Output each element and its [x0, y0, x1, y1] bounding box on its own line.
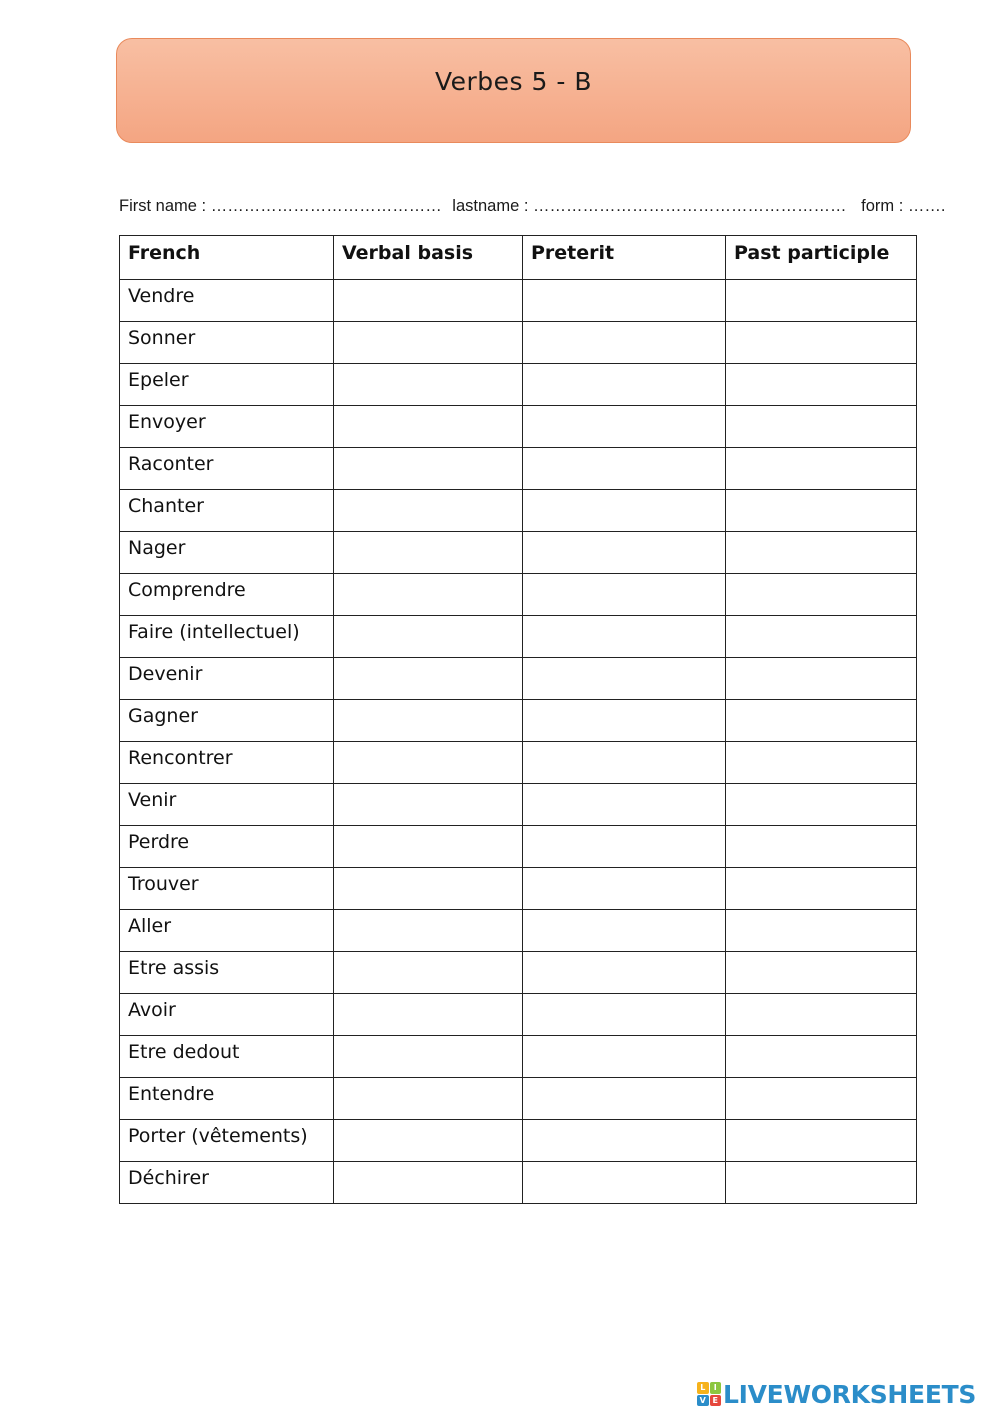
past-participle-answer-cell[interactable]: [726, 490, 917, 532]
verbal-basis-answer-cell[interactable]: [334, 280, 523, 322]
past-participle-answer-cell[interactable]: [726, 868, 917, 910]
logo-tile: L: [697, 1382, 709, 1394]
verbal-basis-answer-cell[interactable]: [334, 532, 523, 574]
page-title: Verbes 5 - B: [434, 67, 592, 96]
table-row: [120, 448, 917, 490]
verbal-basis-answer-cell[interactable]: [334, 1162, 523, 1204]
verb-french-cell: Sonner: [120, 322, 334, 364]
past-participle-answer-cell[interactable]: [726, 322, 917, 364]
verbal-basis-answer-cell[interactable]: [334, 364, 523, 406]
verbal-basis-answer-cell[interactable]: [334, 406, 523, 448]
table-row: [120, 784, 917, 826]
table-row: [120, 910, 917, 952]
verb-french-cell: Vendre: [120, 280, 334, 322]
verb-french-cell: Epeler: [120, 364, 334, 406]
verbs-table: [119, 235, 917, 1204]
title-banner: [116, 38, 911, 143]
table-row: [120, 1120, 917, 1162]
verbal-basis-answer-cell[interactable]: [334, 952, 523, 994]
past-participle-answer-cell[interactable]: [726, 658, 917, 700]
verb-french-cell: Raconter: [120, 448, 334, 490]
verb-french-cell: Venir: [120, 784, 334, 826]
logo-tile: I: [710, 1382, 722, 1394]
table-row: [120, 1078, 917, 1120]
preterit-answer-cell[interactable]: [523, 280, 726, 322]
verb-french-cell: Etre assis: [120, 952, 334, 994]
past-participle-answer-cell[interactable]: [726, 1162, 917, 1204]
verb-french-cell: Déchirer: [120, 1162, 334, 1204]
table-body: [120, 280, 917, 1204]
preterit-answer-cell[interactable]: [523, 616, 726, 658]
verbal-basis-answer-cell[interactable]: [334, 658, 523, 700]
verb-french-cell: Chanter: [120, 490, 334, 532]
verbal-basis-answer-cell[interactable]: [334, 448, 523, 490]
verb-french-cell: Avoir: [120, 994, 334, 1036]
logo-tile: V: [697, 1395, 709, 1407]
preterit-answer-cell[interactable]: [523, 406, 726, 448]
preterit-answer-cell[interactable]: [523, 994, 726, 1036]
table-row: [120, 322, 917, 364]
preterit-answer-cell[interactable]: [523, 868, 726, 910]
table-row: [120, 490, 917, 532]
verbal-basis-answer-cell[interactable]: [334, 574, 523, 616]
table-row: [120, 364, 917, 406]
past-participle-answer-cell[interactable]: [726, 1120, 917, 1162]
preterit-answer-cell[interactable]: [523, 532, 726, 574]
past-participle-answer-cell[interactable]: [726, 1078, 917, 1120]
verbal-basis-answer-cell[interactable]: [334, 616, 523, 658]
table-row: [120, 574, 917, 616]
verbal-basis-answer-cell[interactable]: [334, 1078, 523, 1120]
past-participle-answer-cell[interactable]: [726, 280, 917, 322]
table-row: [120, 280, 917, 322]
liveworksheets-logo-icon: [697, 1382, 721, 1406]
preterit-answer-cell[interactable]: [523, 490, 726, 532]
header-french: French: [120, 236, 334, 280]
preterit-answer-cell[interactable]: [523, 1036, 726, 1078]
verb-french-cell: Devenir: [120, 658, 334, 700]
first-name-field[interactable]: ……………………………………: [210, 197, 442, 215]
verb-french-cell: Entendre: [120, 1078, 334, 1120]
verbal-basis-answer-cell[interactable]: [334, 868, 523, 910]
past-participle-answer-cell[interactable]: [726, 616, 917, 658]
preterit-answer-cell[interactable]: [523, 910, 726, 952]
preterit-answer-cell[interactable]: [523, 1162, 726, 1204]
past-participle-answer-cell[interactable]: [726, 1036, 917, 1078]
brand-name: LIVEWORKSHEETS: [723, 1379, 977, 1409]
verbal-basis-answer-cell[interactable]: [334, 784, 523, 826]
verb-french-cell: Nager: [120, 532, 334, 574]
table-row: [120, 532, 917, 574]
preterit-answer-cell[interactable]: [523, 322, 726, 364]
form-field[interactable]: …….: [907, 197, 946, 215]
first-name-label: First name :: [119, 197, 207, 215]
table-row: [120, 1036, 917, 1078]
verb-french-cell: Perdre: [120, 826, 334, 868]
form-label: form :: [861, 197, 904, 215]
past-participle-answer-cell[interactable]: [726, 742, 917, 784]
past-participle-answer-cell[interactable]: [726, 784, 917, 826]
past-participle-answer-cell[interactable]: [726, 448, 917, 490]
table-row: [120, 616, 917, 658]
verb-french-cell: Comprendre: [120, 574, 334, 616]
past-participle-answer-cell[interactable]: [726, 994, 917, 1036]
table-row: [120, 994, 917, 1036]
table-row: [120, 826, 917, 868]
preterit-answer-cell[interactable]: [523, 1120, 726, 1162]
verb-french-cell: Trouver: [120, 868, 334, 910]
last-name-label: lastname :: [452, 197, 529, 215]
last-name-field[interactable]: …………………………………………………: [533, 197, 847, 215]
preterit-answer-cell[interactable]: [523, 364, 726, 406]
past-participle-answer-cell[interactable]: [726, 364, 917, 406]
preterit-answer-cell[interactable]: [523, 826, 726, 868]
table-header-row: [120, 236, 917, 280]
preterit-answer-cell[interactable]: [523, 574, 726, 616]
table-row: [120, 658, 917, 700]
header-past-participle: Past participle: [726, 236, 917, 280]
preterit-answer-cell[interactable]: [523, 448, 726, 490]
student-identity-line: [119, 197, 945, 216]
verb-french-cell: Gagner: [120, 700, 334, 742]
verb-french-cell: Faire (intellectuel): [120, 616, 334, 658]
verb-french-cell: Rencontrer: [120, 742, 334, 784]
past-participle-answer-cell[interactable]: [726, 952, 917, 994]
past-participle-answer-cell[interactable]: [726, 700, 917, 742]
preterit-answer-cell[interactable]: [523, 700, 726, 742]
verbal-basis-answer-cell[interactable]: [334, 1120, 523, 1162]
verbal-basis-answer-cell[interactable]: [334, 322, 523, 364]
verbal-basis-answer-cell[interactable]: [334, 490, 523, 532]
verbal-basis-answer-cell[interactable]: [334, 994, 523, 1036]
verb-french-cell: Envoyer: [120, 406, 334, 448]
table-row: [120, 700, 917, 742]
header-verbal-basis: Verbal basis: [334, 236, 523, 280]
preterit-answer-cell[interactable]: [523, 952, 726, 994]
header-preterit: Preterit: [523, 236, 726, 280]
verb-french-cell: Etre dedout: [120, 1036, 334, 1078]
past-participle-answer-cell[interactable]: [726, 406, 917, 448]
verbal-basis-answer-cell[interactable]: [334, 826, 523, 868]
verbal-basis-answer-cell[interactable]: [334, 742, 523, 784]
table-row: [120, 1162, 917, 1204]
preterit-answer-cell[interactable]: [523, 1078, 726, 1120]
preterit-answer-cell[interactable]: [523, 742, 726, 784]
past-participle-answer-cell[interactable]: [726, 910, 917, 952]
past-participle-answer-cell[interactable]: [726, 532, 917, 574]
verbal-basis-answer-cell[interactable]: [334, 700, 523, 742]
past-participle-answer-cell[interactable]: [726, 574, 917, 616]
verb-french-cell: Aller: [120, 910, 334, 952]
table-row: [120, 406, 917, 448]
logo-tile: E: [710, 1395, 722, 1407]
verbal-basis-answer-cell[interactable]: [334, 910, 523, 952]
preterit-answer-cell[interactable]: [523, 784, 726, 826]
table-row: [120, 868, 917, 910]
verb-french-cell: Porter (vêtements): [120, 1120, 334, 1162]
preterit-answer-cell[interactable]: [523, 658, 726, 700]
brand-footer: [697, 1379, 976, 1409]
verbal-basis-answer-cell[interactable]: [334, 1036, 523, 1078]
table-row: [120, 742, 917, 784]
table-row: [120, 952, 917, 994]
past-participle-answer-cell[interactable]: [726, 826, 917, 868]
